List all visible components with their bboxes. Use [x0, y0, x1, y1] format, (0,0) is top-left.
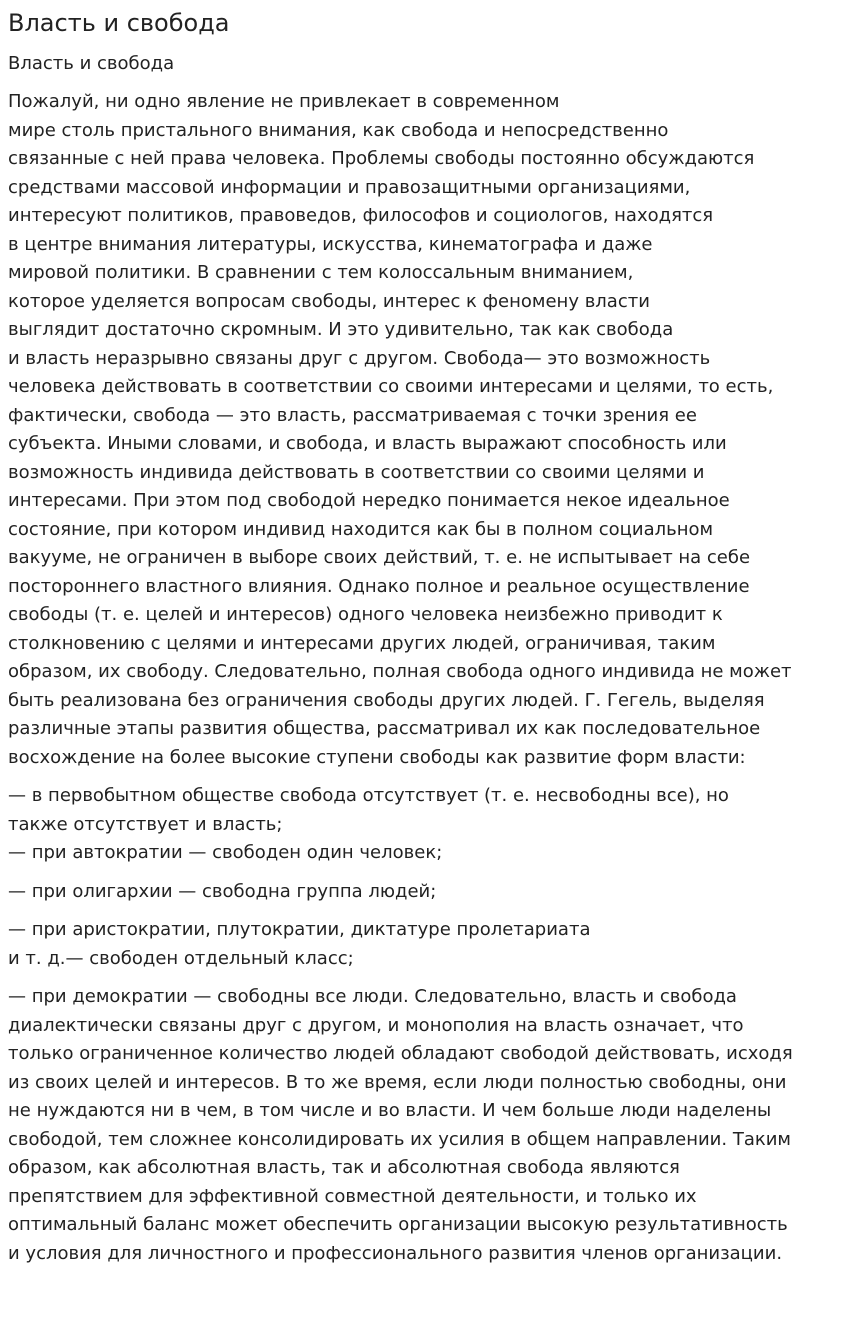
paragraph-list-aristocracy: — при аристократии, плутократии, диктатуре пролетариата и т. д.— свободен отдельный класс; [8, 919, 591, 969]
paragraph-conclusion: — при демократии — свободны все люди. Следовательно, власть и свобода диалектически связаны друг с другом, и монополия на власть означает, что только ограниченное количество людей обладают свободой действовать, исходя из своих целей и интересов. В то же время, если люди полностью свободны, они не нуждаются ни в чем, в том числе и во власти. И чем больше люди наделены свободой, тем сложнее консолидировать их усилия в общем направлении. Таким образом, как абсолютная власть, так и абсолютная свобода являются препятствием для эффективной совместной деятельности, и только их оптимальный баланс может обеспечить организации высокую результативность и условия для личностного и профессионального развития членов организации. [8, 986, 793, 1264]
paragraph-list-primitive-autocracy: — в первобытном обществе свобода отсутствует (т. е. несвободны все), но также отсутствует и власть; — при автократии — свободен один человек; [8, 785, 729, 863]
page-title: Власть и свобода [8, 9, 230, 37]
document-subtitle: Власть и свобода [8, 53, 175, 74]
paragraph-list-oligarchy: — при олигархии — свободна группа людей; [8, 880, 437, 902]
paragraph-intro: Пожалуй, ни одно явление не привлекает в современном мире столь пристального внимания, как свобода и непосредственно связанные с ней права человека. Проблемы свободы постоянно обсуждаются средствами массовой информации и правозащитными организациями, интересуют политиков, правоведов, философов и социологов, находятся в центре внимания литературы, искусства, кинематографа и даже мировой политики. В сравнении с тем колоссальным вниманием, которое уделяется вопросам свободы, интерес к феномену власти выглядит достаточно скромным. И это удивительно, так как свобода и власть неразрывно связаны друг с другом. Свобода— это возможность человека действовать в соответствии со своими интересами и целями, то есть, фактически, свобода — это власть, рассматриваемая с точки зрения ее субъекта. Иными словами, и свобода, и власть выражают способность или возможность индивида действовать в соответствии со своими целями и интересами. При этом под свободой нередко понимается некое идеальное состояние, при котором индивид находится как бы в полном социальном вакууме, не ограничен в выборе своих действий, т. е. не испытывает на себе постороннего властного влияния. Однако полное и реальное осуществление свободы (т. е. целей и интересов) одного человека неизбежно приводит к столкновению с целями и интересами других людей, ограничивая, таким образом, их свободу. Следовательно, полная свобода одного индивида не может быть реализована без ограничения свободы других людей. Г. Гегель, выделяя различные этапы развития общества, рассматривал их как последовательное восхождение на более высокие ступени свободы как развитие форм власти: [8, 91, 792, 768]
